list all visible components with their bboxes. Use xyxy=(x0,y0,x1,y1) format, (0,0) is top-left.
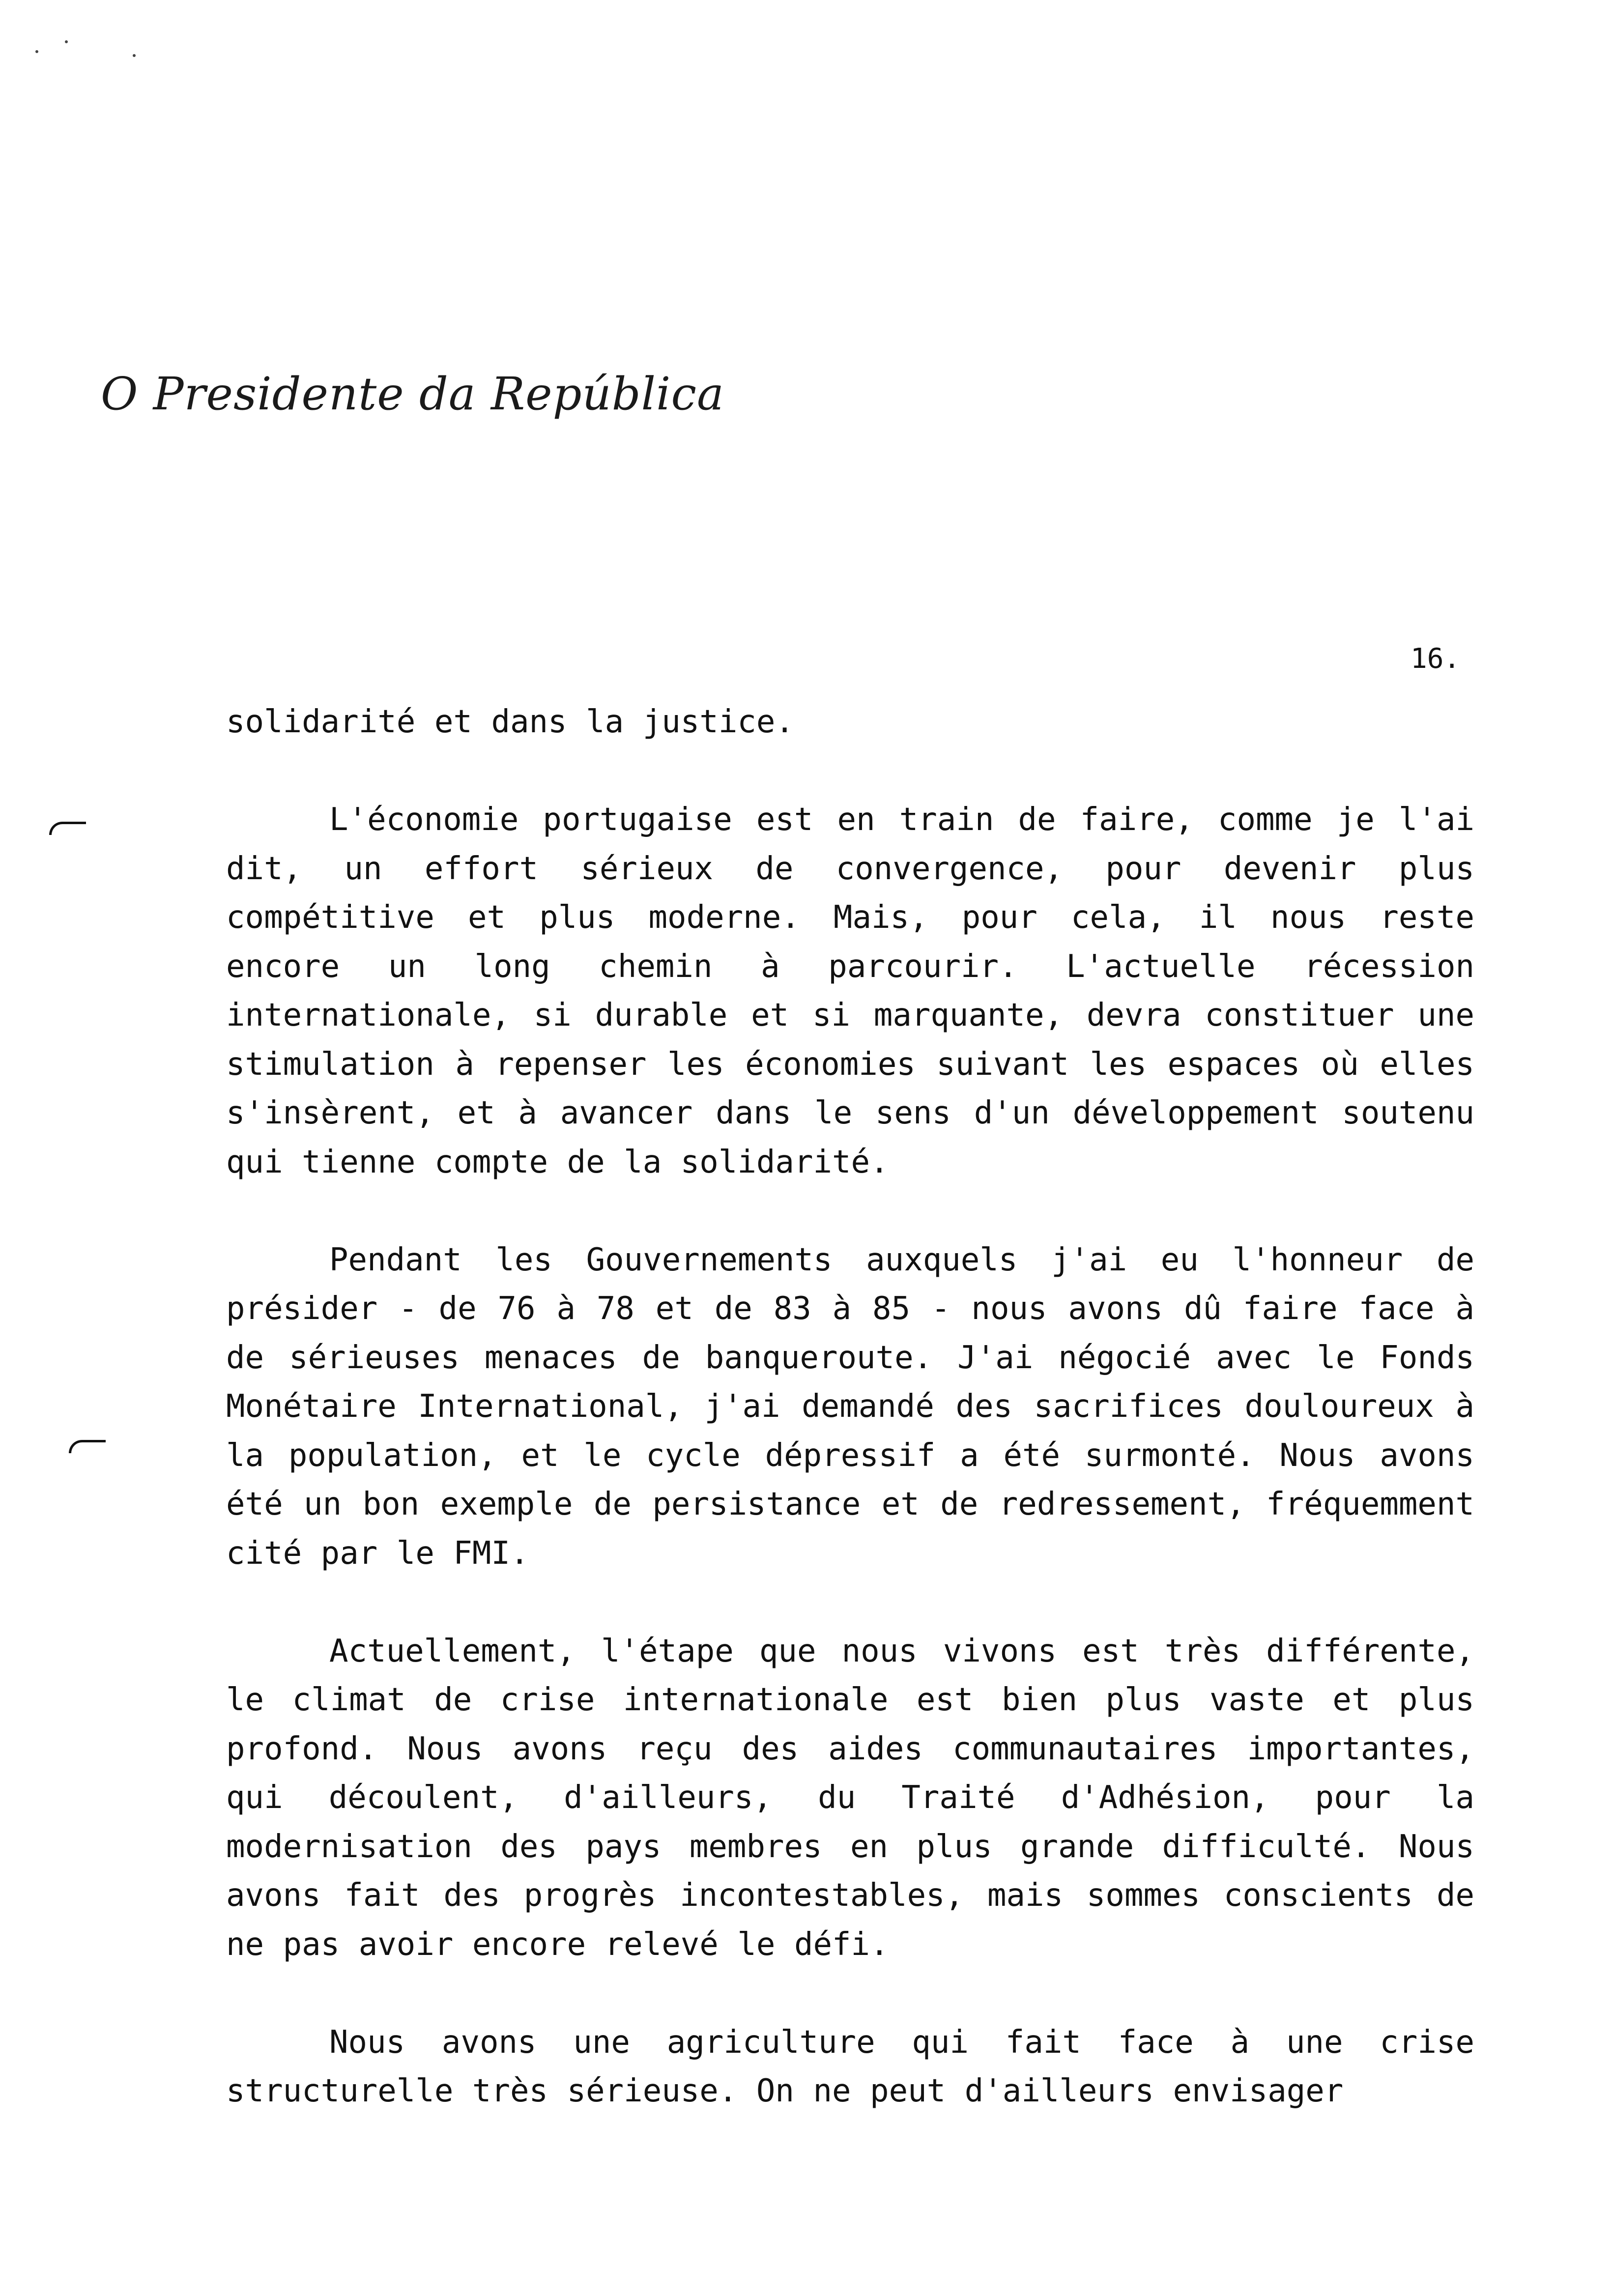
scan-speck xyxy=(65,40,68,43)
scan-speck xyxy=(35,50,38,53)
paragraph: Actuellement, l'étape que nous vivons est très différente, le climat de crise internationale est bien plus vaste et plus profond. Nous avons reçu des aides communautaires importantes, qui découlent, d'ailleurs, du Traité d'Adhésion, pour la modernisation des pays membres en plus grande difficulté. Nous avons fait des progrès incontestables, mais sommes conscients de ne pas avoir encore relevé le défi. xyxy=(226,1633,1474,1963)
page-number: 16. xyxy=(1410,643,1461,675)
scan-speck xyxy=(133,54,136,57)
paragraph: Nous avons une agriculture qui fait face à une crise structurelle très sérieuse. On ne peut d'ailleurs envisager xyxy=(226,2024,1474,2109)
margin-mark xyxy=(69,1440,106,1453)
margin-mark xyxy=(49,822,86,835)
letterhead: O Presidente da República xyxy=(101,368,724,420)
paragraph: Pendant les Gouvernements auxquels j'ai eu l'honneur de présider - de 76 à 78 et de 83 à 85 - nous avons dû faire face à de sérieuses menaces de banqueroute. J'ai négocié avec le Fonds Monétaire International, j'ai demandé des sacrifices douloureux à la population, et le cycle dépressif a été surmonté. Nous avons été un bon exemple de persistance et de redressement, fréquemment cité par le FMI. xyxy=(226,1241,1474,1572)
paragraph: L'économie portugaise est en train de faire, comme je l'ai dit, un effort sérieux de convergence, pour devenir plus compétitive et plus moderne. Mais, pour cela, il nous reste encore un long chemin à parcourir. L'actuelle récession internationale, si durable et si marquante, devra constituer une stimulation à repenser les économies suivant les espaces où elles s'insèrent, et à avancer dans le sens d'un développement soutenu qui tienne compte de la solidarité. xyxy=(226,802,1474,1180)
document-body xyxy=(226,698,1474,2116)
paragraph: solidarité et dans la justice. xyxy=(226,704,794,740)
